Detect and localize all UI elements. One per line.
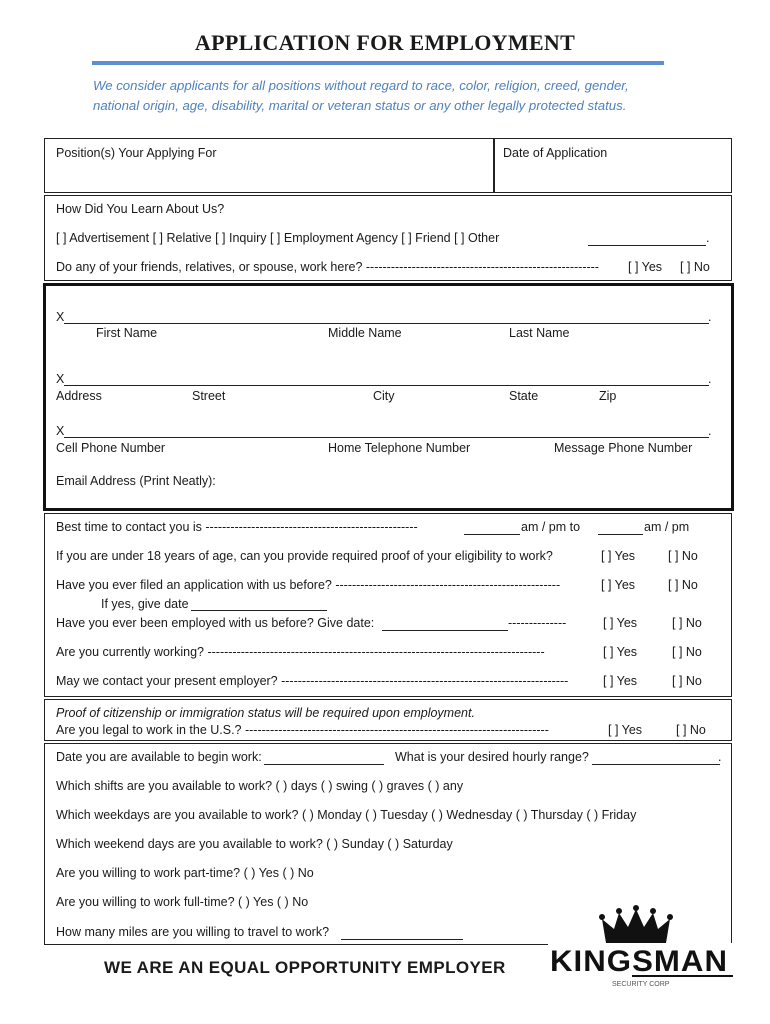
start-time-input[interactable] <box>464 534 520 535</box>
zip-label: Zip <box>599 389 617 403</box>
full-time-question[interactable]: Are you willing to work full-time? ( ) Yes ( ) No <box>56 895 309 909</box>
name-x-mark: X <box>56 310 65 324</box>
employed-date-input[interactable] <box>382 630 508 631</box>
under-18-no-checkbox[interactable]: [ ] No <box>668 549 698 563</box>
referral-options[interactable]: [ ] Advertisement [ ] Relative [ ] Inquiry [ ] Employment Agency [ ] Friend [ ] Other <box>56 231 500 245</box>
street-label: Street <box>192 389 226 403</box>
legal-to-work-question: Are you legal to work in the U.S.? ------------------------------------------------------------------------- <box>56 723 549 737</box>
under-18-question: If you are under 18 years of age, can you provide required proof of your eligibility to work? <box>56 549 553 563</box>
period: . <box>708 310 712 324</box>
crown-icon <box>599 905 673 943</box>
date-available-label: Date you are available to begin work: <box>56 750 262 764</box>
legal-no-checkbox[interactable]: [ ] No <box>676 723 706 737</box>
contact-employer-question: May we contact your present employer? --------------------------------------------------------------------- <box>56 674 569 688</box>
title-rule <box>92 61 664 65</box>
currently-working-no-checkbox[interactable]: [ ] No <box>672 645 702 659</box>
employed-before-no-checkbox[interactable]: [ ] No <box>672 616 702 630</box>
currently-working-yes-checkbox[interactable]: [ ] Yes <box>603 645 638 659</box>
hourly-range-input[interactable] <box>592 764 720 765</box>
position-label: Position(s) Your Applying For <box>56 146 217 160</box>
friends-question: Do any of your friends, relatives, or spouse, work here? -------------------------------------------------------- <box>56 260 599 274</box>
divider <box>493 138 495 193</box>
other-input-line[interactable] <box>588 245 706 246</box>
travel-miles-label: How many miles are you willing to travel to work? <box>56 925 330 939</box>
kingsman-logo <box>548 905 733 990</box>
period: . <box>708 372 712 386</box>
email-input[interactable] <box>222 470 712 492</box>
filed-before-yes-checkbox[interactable]: [ ] Yes <box>601 578 636 592</box>
date-of-application-input[interactable] <box>503 160 723 188</box>
message-phone-label: Message Phone Number <box>554 441 693 455</box>
first-name-label: First Name <box>96 326 158 340</box>
period: . <box>718 750 722 764</box>
travel-miles-input[interactable] <box>341 939 463 940</box>
filed-before-no-checkbox[interactable]: [ ] No <box>668 578 698 592</box>
address-label: Address <box>56 389 102 403</box>
email-label: Email Address (Print Neatly): <box>56 474 216 488</box>
am-pm: am / pm <box>644 520 690 534</box>
legal-yes-checkbox[interactable]: [ ] Yes <box>608 723 643 737</box>
position-input[interactable] <box>56 160 486 188</box>
referral-heading: How Did You Learn About Us? <box>56 202 225 216</box>
under-18-yes-checkbox[interactable]: [ ] Yes <box>601 549 636 563</box>
address-input-line[interactable] <box>64 385 709 386</box>
shifts-question[interactable]: Which shifts are you available to work? ( ) days ( ) swing ( ) graves ( ) any <box>56 779 464 793</box>
cell-phone-label: Cell Phone Number <box>56 441 166 455</box>
svg-text:KINGSMAN: KINGSMAN <box>550 945 728 978</box>
citizenship-note: Proof of citizenship or immigration status will be required upon employment. <box>56 706 475 720</box>
date-of-application-label: Date of Application <box>503 146 608 160</box>
date-available-input[interactable] <box>264 764 384 765</box>
filed-before-question: Have you ever filed an application with us before? ------------------------------------------------------ <box>56 578 561 592</box>
if-yes-date-label: If yes, give date <box>101 597 189 611</box>
page-title: APPLICATION FOR EMPLOYMENT <box>194 30 576 55</box>
period: . <box>706 231 710 245</box>
employed-before-yes-checkbox[interactable]: [ ] Yes <box>603 616 638 630</box>
best-time-label: Best time to contact you is --------------------------------------------------- <box>56 520 418 534</box>
weekend-question[interactable]: Which weekend days are you available to work? ( ) Sunday ( ) Saturday <box>56 837 453 851</box>
middle-name-label: Middle Name <box>328 326 402 340</box>
hourly-range-label: What is your desired hourly range? <box>395 750 589 764</box>
end-time-input[interactable] <box>598 534 643 535</box>
weekdays-question[interactable]: Which weekdays are you available to work? ( ) Monday ( ) Tuesday ( ) Wednesday ( ) Thursday ( ) Friday <box>56 808 637 822</box>
name-input-line[interactable] <box>64 323 709 324</box>
contact-employer-yes-checkbox[interactable]: [ ] Yes <box>603 674 638 688</box>
phone-input-line[interactable] <box>64 437 709 438</box>
svg-text:SECURITY CORP: SECURITY CORP <box>612 981 670 988</box>
am-pm-to: am / pm to <box>521 520 581 534</box>
address-x-mark: X <box>56 372 65 386</box>
part-time-question[interactable]: Are you willing to work part-time? ( ) Yes ( ) No <box>56 866 314 880</box>
employed-dashes: -------------- <box>508 616 567 630</box>
city-label: City <box>373 389 395 403</box>
home-telephone-label: Home Telephone Number <box>328 441 471 455</box>
phone-x-mark: X <box>56 424 65 438</box>
last-name-label: Last Name <box>509 326 570 340</box>
period: . <box>708 424 712 438</box>
employed-before-question: Have you ever been employed with us before? Give date: <box>56 616 375 630</box>
friends-no-checkbox[interactable]: [ ] No <box>680 260 710 274</box>
eeo-statement: We consider applicants for all positions without regard to race, color, religion, creed, gender, national origin, age, disability, marital or veteran status or any other legally protected status. <box>93 78 629 113</box>
contact-employer-no-checkbox[interactable]: [ ] No <box>672 674 702 688</box>
state-label: State <box>509 389 539 403</box>
filed-date-input[interactable] <box>191 610 327 611</box>
friends-yes-checkbox[interactable]: [ ] Yes <box>628 260 663 274</box>
currently-working-question: Are you currently working? --------------------------------------------------------------------------------- <box>56 645 545 659</box>
equal-opportunity-footer: WE ARE AN EQUAL OPPORTUNITY EMPLOYER <box>104 958 506 977</box>
